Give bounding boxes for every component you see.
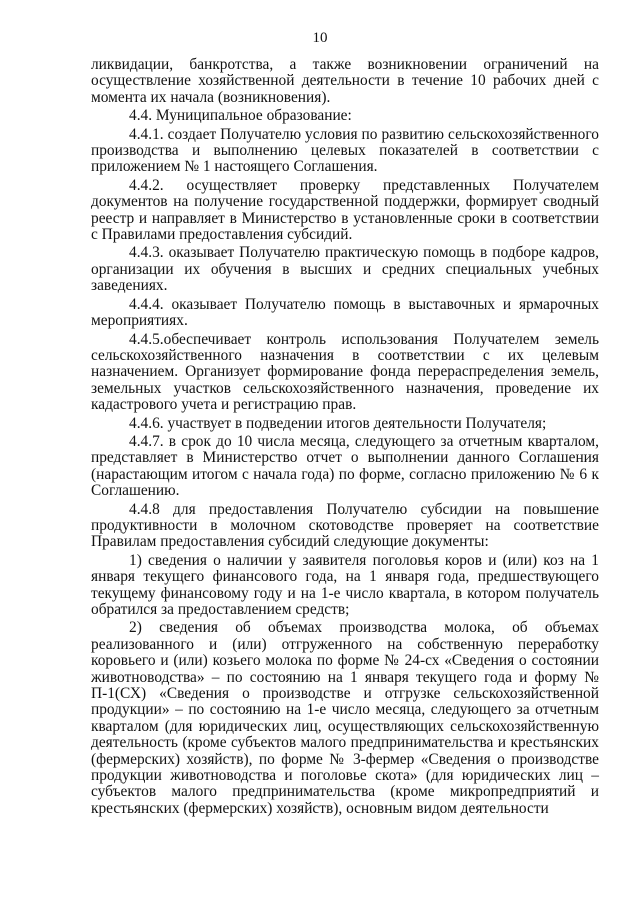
list-item-2: 2) сведения об объемах производства молока, об объемах реализованного и (или) отгруженного на собственную переработку коровьего и (или) козьего молока по форме № 24-сх «Сведения о состоянии животноводства» – по состоянию на 1 января текущего года и форму № П-1(СХ) «Сведения о производстве и отгрузке сельскохозяйственной продукции» – по состоянию на 1-е число месяца, следующего за отчетным кварталом (для юридических лиц, осуществляющих сельскохозяйственную деятельность (кроме субъектов малого предпринимательства и крестьянских (фермерских) хозяйств), по форме № 3-фермер «Сведения о производстве продукции животноводства и поголовье скота» (для юридических лиц – субъектов малого предпринимательства (кроме микропредприятий и крестьянских (фермерских) хозяйств), основным видом деятельности: [91, 619, 599, 817]
paragraph-4-4-6: 4.4.6. участвует в подведении итогов деятельности Получателя;: [129, 414, 547, 432]
document-body: [91, 57, 599, 819]
paragraph-4-4-8: 4.4.8 для предоставления Получателю субсидии на повышение продуктивности в молочном скотоводстве проверяет на соответствие Правилам предоставления субсидий следующие документы:: [91, 500, 599, 551]
list-item-1: 1) сведения о наличии у заявителя поголовья коров и (или) коз на 1 января текущего финансового года, на 1 января года, предшествующего текущему финансовому году и на 1-е число квартала, в котором получатель обратился за предоставлением средств;: [91, 551, 599, 618]
paragraph-4-4-2: 4.4.2. осуществляет проверку представленных Получателем документов на получение государственной поддержки, формирует сводный реестр и направляет в Министерство в установленные сроки в соответствии с Правилами предоставления субсидий.: [91, 176, 599, 244]
paragraph-4-4: 4.4. Муниципальное образование:: [129, 107, 352, 125]
paragraph-4-4-7: 4.4.7. в срок до 10 числа месяца, следующего за отчетным кварталом, представляет в Министерство отчет о выполнении данного Соглашения (нарастающим итогом с начала года) по форме, согласно приложению № 6 к Соглашению.: [91, 432, 599, 500]
paragraph-liquidation: ликвидации, банкротства, а также возникновении ограничений на осуществление хозяйственной деятельности в течение 10 рабочих дней с момента их начала (возникновения).: [91, 56, 599, 106]
page-number: 10: [312, 30, 328, 46]
paragraph-4-4-3: 4.4.3. оказывает Получателю практическую помощь в подборе кадров, организации их обучения в высших и средних специальных учебных заведениях.: [91, 244, 599, 295]
paragraph-4-4-4: 4.4.4. оказывает Получателю помощь в выставочных и ярмарочных мероприятиях.: [91, 295, 599, 330]
paragraph-4-4-5: 4.4.5.обеспечивает контроль использования Получателем земель сельскохозяйственного назначения в соответствии с их целевым назначением. Организует формирование фонда перераспределения земель, земельных участков сельскохозяйственного назначения, проведение их кадастрового учета и регистрацию прав.: [91, 330, 599, 414]
paragraph-4-4-1: 4.4.1. создает Получателю условия по развитию сельскохозяйственного производства и выполнению целевых показателей в соответствии с приложением № 1 настоящего Соглашения.: [91, 125, 599, 176]
